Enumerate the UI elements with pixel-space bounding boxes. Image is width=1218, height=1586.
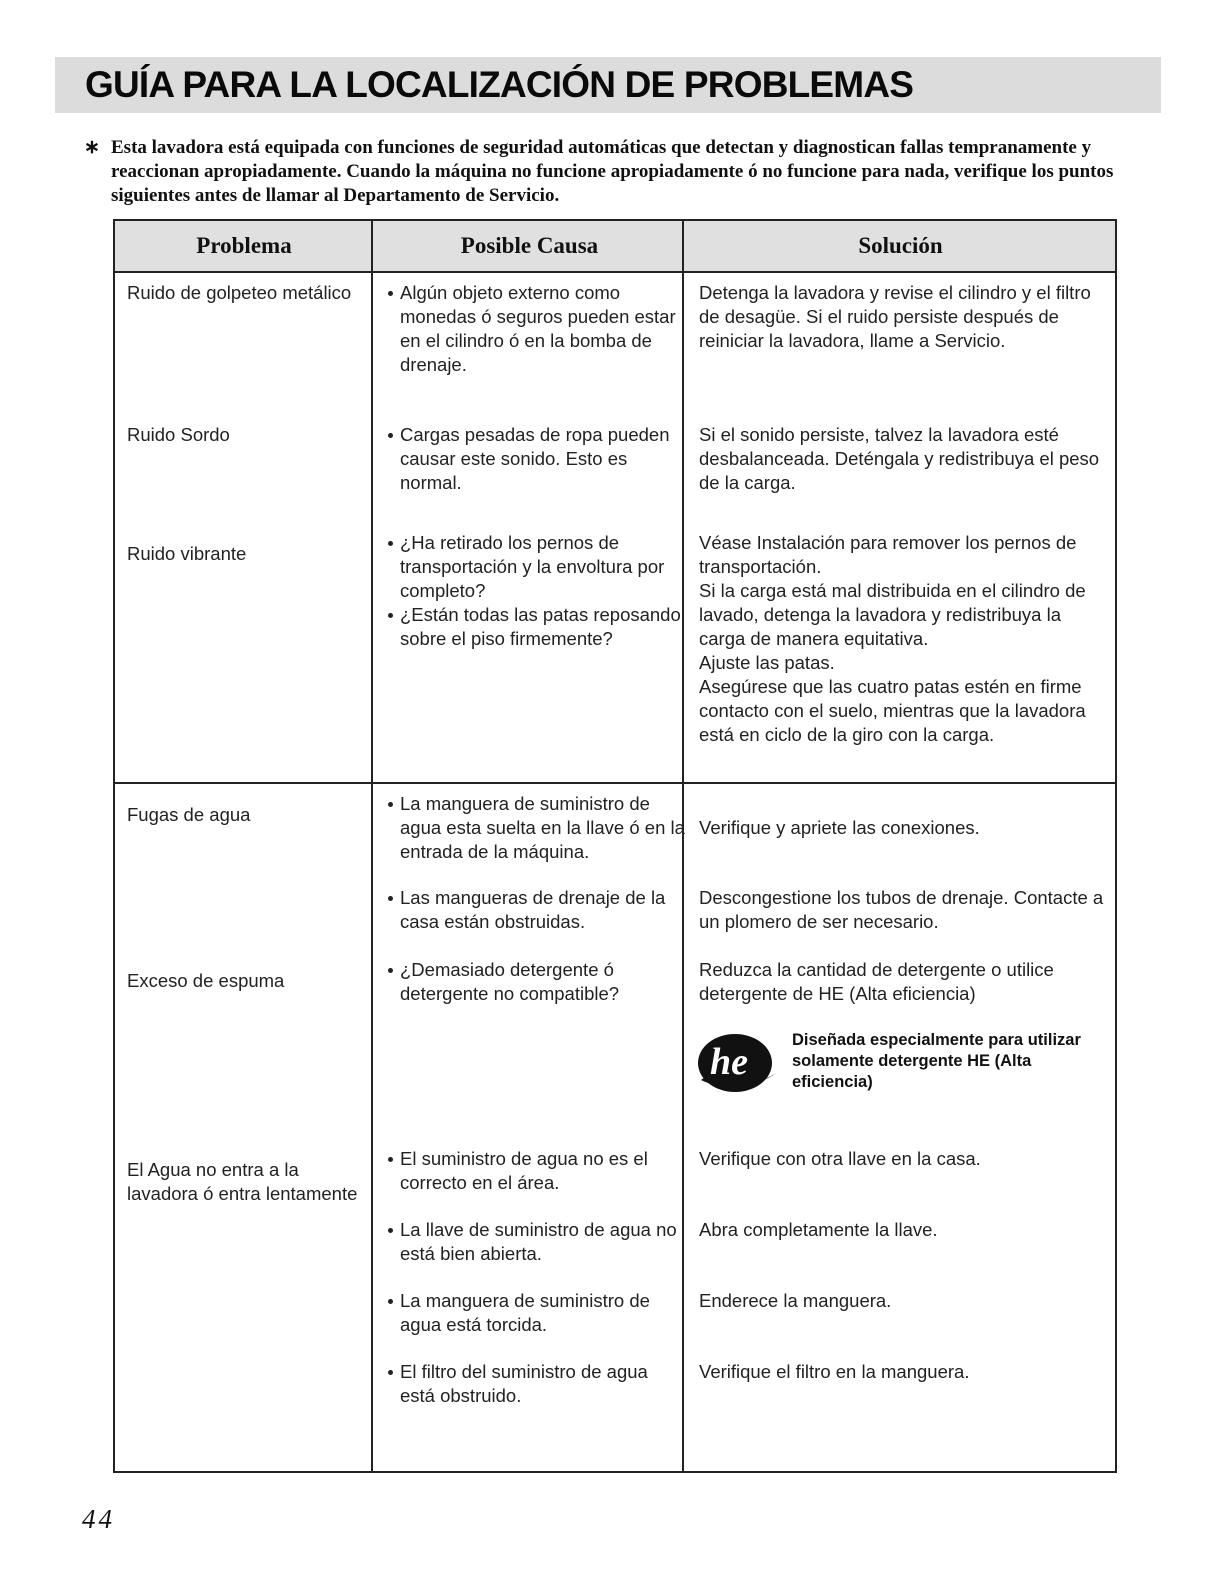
solution-cell <box>699 531 1109 747</box>
row-divider <box>115 782 1115 784</box>
solution-item: Verifique y apriete las conexiones. <box>699 817 980 838</box>
cause-cell <box>387 792 687 864</box>
cause-item: El suministro de agua no es el correcto en el área. <box>387 1147 687 1195</box>
solution-cell <box>699 281 1109 353</box>
page-title: GUÍA PARA LA LOCALIZACIÓN DE PROBLEMAS <box>85 64 914 105</box>
solution-item: Ajuste las patas. <box>699 652 835 673</box>
cause-cell <box>387 1147 687 1195</box>
header-cause: Posible Causa <box>460 233 599 258</box>
he-note: Diseñada especialmente para utilizar solamente detergente HE (Alta eficiencia) <box>792 1031 1081 1091</box>
cause-item: ¿Están todas las patas reposando sobre el piso firmemente? <box>387 603 687 651</box>
cause-item: ¿Demasiado detergente ó detergente no compatible? <box>387 958 687 1006</box>
problem-cell: Ruido Sordo <box>127 424 230 445</box>
problem-cell: Fugas de agua <box>127 804 251 825</box>
cause-cell <box>387 281 687 377</box>
solution-item: Véase Instalación para remover los pernos de transportación. <box>699 532 1077 577</box>
cause-cell <box>387 886 687 934</box>
intro-note <box>84 136 1114 208</box>
solution-item: Si la carga está mal distribuida en el cilindro de lavado, detenga la lavadora y redistribuya la carga de manera equitativa. <box>699 580 1086 649</box>
cause-item: ¿Ha retirado los pernos de transportación y la envoltura por completo? <box>387 531 687 603</box>
he-logo-text: he <box>710 1041 748 1083</box>
asterisk: ∗ <box>84 137 100 158</box>
solution-cell <box>699 816 1109 840</box>
problem-cell: El Agua no entra a la lavadora ó entra lentamente <box>127 1159 358 1204</box>
solution-item: Verifique el filtro en la manguera. <box>699 1361 970 1382</box>
solution-item: Detenga la lavadora y revise el cilindro y el filtro de desagüe. Si el ruido persiste después de reiniciar la lavadora, llame a Servicio. <box>699 282 1091 351</box>
header-solution: Solución <box>858 233 943 258</box>
cause-item: El filtro del suministro de agua está obstruido. <box>387 1360 687 1408</box>
cause-item: Las mangueras de drenaje de la casa están obstruidas. <box>387 886 687 934</box>
solution-cell <box>699 1218 1109 1242</box>
solution-cell <box>699 423 1109 495</box>
problem-cell: Ruido vibrante <box>127 543 247 564</box>
solution-cell <box>699 958 1109 1006</box>
cause-cell <box>387 531 687 651</box>
cause-cell <box>387 958 687 1006</box>
solution-item: Descongestione los tubos de drenaje. Contacte a un plomero de ser necesario. <box>699 887 1104 932</box>
solution-cell <box>699 1289 1109 1313</box>
intro-text: Esta lavadora está equipada con funciones de seguridad automáticas que detectan y diagnostican fallas tempranamente y reaccionan apropiadamente. Cuando la máquina no funcione apropiadamente ó no funcione para nada, verifique los puntos siguientes antes de llamar al Departamento de Servicio. <box>111 137 1114 206</box>
table-header <box>115 221 1115 273</box>
header-problem: Problema <box>196 233 292 258</box>
cause-cell <box>387 423 687 495</box>
problem-cell: Ruido de golpeteo metálico <box>127 282 352 303</box>
page-number: 44 <box>82 1504 115 1534</box>
title-bar <box>55 57 1161 113</box>
cause-cell <box>387 1289 687 1337</box>
cause-item: Algún objeto externo como monedas ó seguros pueden estar en el cilindro ó en la bomba de drenaje. <box>387 281 687 377</box>
solution-item: Enderece la manguera. <box>699 1290 892 1311</box>
cause-cell <box>387 1218 687 1266</box>
column-divider <box>371 221 373 1471</box>
cause-item: La manguera de suministro de agua esta suelta en la llave ó en la entrada de la máquina. <box>387 792 687 864</box>
solution-item: Asegúrese que las cuatro patas estén en firme contacto con el suelo, mientras que la lavadora está en ciclo de la giro con la carga. <box>699 676 1086 745</box>
solution-cell <box>699 886 1109 934</box>
problem-cell: Exceso de espuma <box>127 970 285 991</box>
solution-cell <box>699 1147 1109 1171</box>
cause-cell <box>387 1360 687 1408</box>
cause-item: Cargas pesadas de ropa pueden causar este sonido. Esto es normal. <box>387 423 687 495</box>
solution-item: Reduzca la cantidad de detergente o utilice detergente de HE (Alta eficiencia) <box>699 959 1054 1004</box>
solution-item: Si el sonido persiste, talvez la lavadora esté desbalanceada. Deténgala y redistribuya el peso de la carga. <box>699 424 1100 493</box>
solution-item: Abra completamente la llave. <box>699 1219 938 1240</box>
solution-item: Verifique con otra llave en la casa. <box>699 1148 981 1169</box>
he-logo-icon <box>695 1030 785 1094</box>
troubleshooting-table <box>113 219 1117 1473</box>
solution-cell <box>699 1360 1109 1384</box>
cause-item: La manguera de suministro de agua está torcida. <box>387 1289 687 1337</box>
cause-item: La llave de suministro de agua no está bien abierta. <box>387 1218 687 1266</box>
